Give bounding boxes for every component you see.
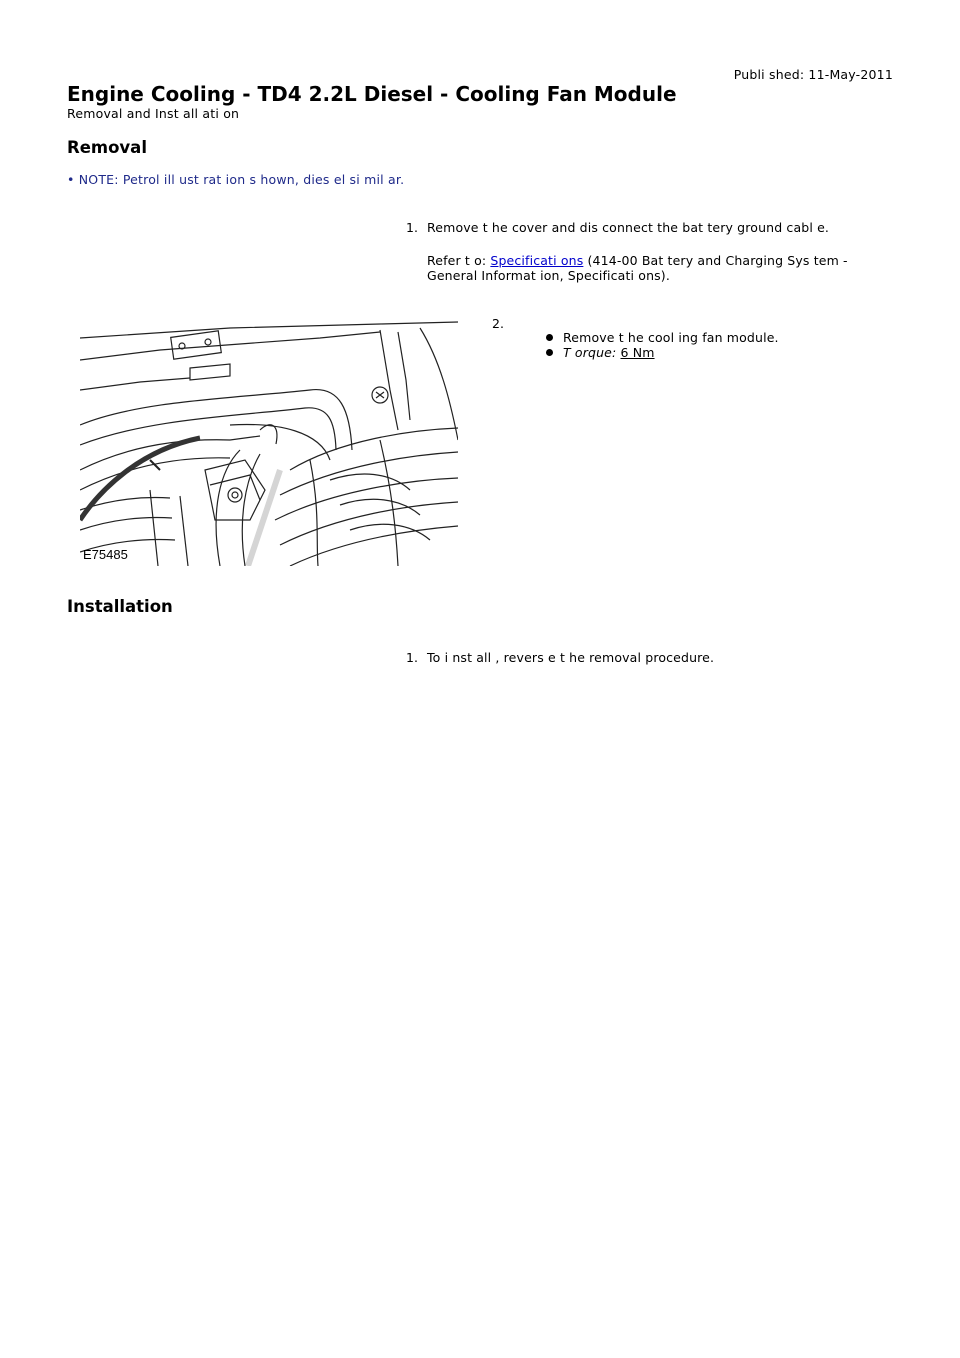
- refer-suffix-2: General Informat ion, Specificati ons).: [427, 268, 670, 283]
- specifications-link[interactable]: Specificati ons: [490, 253, 584, 268]
- refer-suffix-1: (414-00 Bat tery and Charging Sys tem -: [583, 253, 848, 268]
- illustration-drawing: [80, 320, 458, 566]
- removal-step-2-bullets: [546, 330, 779, 360]
- bullet-icon: [546, 349, 553, 356]
- list-item: [546, 330, 779, 345]
- removal-note: • NOTE: Petrol ill ust rat ion s hown, dies el si mil ar.: [67, 172, 405, 187]
- bullet-icon: [546, 334, 553, 341]
- removal-step-1-number: 1.: [406, 220, 418, 235]
- published-date: Publi shed: 11-May-2011: [733, 67, 893, 82]
- page-title: Engine Cooling - TD4 2.2L Diesel - Cooling Fan Module: [67, 82, 677, 106]
- removal-step-1-text: Remove t he cover and dis connect the bat tery ground cabl e.: [427, 220, 830, 235]
- installation-step-1-number: 1.: [406, 650, 418, 665]
- bullet-text: Remove t he cool ing fan module.: [563, 330, 779, 345]
- installation-step-1-text: To i nst all , revers e t he removal procedure.: [427, 650, 715, 665]
- removal-heading: Removal: [67, 138, 147, 157]
- removal-step-1-reference: [427, 253, 867, 283]
- list-item: [546, 345, 779, 360]
- torque-value: 6 Nm: [620, 345, 655, 360]
- refer-prefix: Refer t o:: [427, 253, 491, 268]
- removal-step-2-number: 2.: [492, 316, 504, 331]
- cooling-fan-illustration: [80, 320, 458, 566]
- figure-label: E75485: [83, 547, 128, 562]
- torque-label: T orque:: [563, 345, 621, 360]
- page-subtitle: Removal and Inst all ati on: [67, 106, 240, 121]
- installation-heading: Installation: [67, 597, 173, 616]
